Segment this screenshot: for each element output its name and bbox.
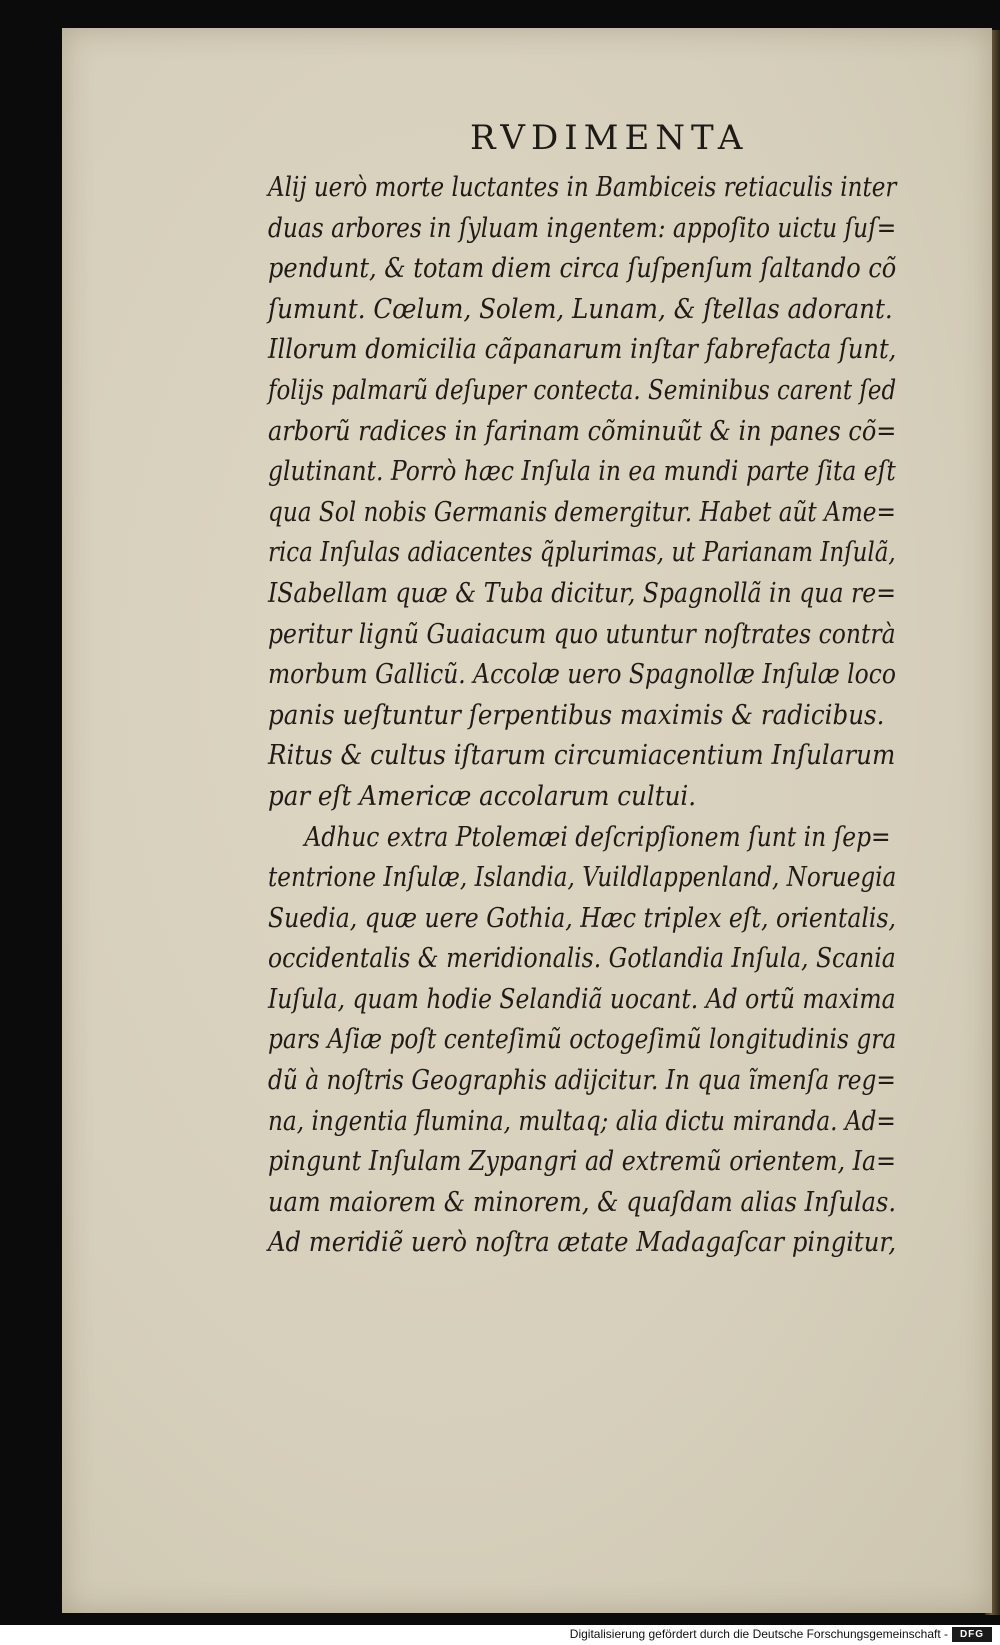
text-line: par eſt Americæ accolarum cultui. (268, 780, 697, 812)
footer-bar (0, 1625, 1000, 1645)
text-line: ſumunt. Cœlum, Solem, Lunam, & ſtellas adorant. (268, 293, 893, 325)
text-line: Alij uerò morte luctantes in Bambiceis retiaculis inter (268, 172, 897, 203)
text-line: Ritus & cultus iſtarum circumiacentium Inſularum (268, 740, 896, 772)
text-line: tentrione Inſulæ, Islandia, Vuildlappenland, Noruegia (268, 862, 897, 894)
text-line: Illorum domicilia cãpanarum inſtar fabrefacta ſunt, (268, 334, 897, 366)
text-line: rica Inſulas adiacentes q̃plurimas, ut Parianam Inſulã, (268, 537, 896, 569)
text-line: pars Aſiæ poſt centeſimũ octogeſimũ longitudinis gra (268, 1024, 897, 1056)
text-line: peritur lignũ Guaiacum quo utuntur noſtrates contrà (268, 618, 896, 650)
text-line: arborũ radices in farinam cõminuũt & in panes cõ= (268, 415, 897, 447)
running-head: RVDIMENTA (470, 118, 749, 158)
footer-credit: Digitalisierung gefördert durch die Deutsche Forschungsgemeinschaft - (569, 1627, 948, 1641)
text-line: Iuſula, quam hodie Selandiã uocant. Ad ortũ maxima (268, 983, 896, 1015)
text-line: ISabellam quæ & Tuba dicitur, Spagnollã in qua re= (268, 577, 896, 609)
text-line: pendunt, & totam diem circa ſuſpenſum ſaltando cõ (268, 253, 897, 285)
text-line: na, ingentia flumina, multaq; alia dictu miranda. Ad= (268, 1105, 896, 1137)
text-line: qua Sol nobis Germanis demergitur. Habet aũt Ame= (268, 496, 896, 528)
dfg-logo: DFG (952, 1627, 992, 1642)
text-line: uam maiorem & minorem, & quaſdam alias Inſulas. (268, 1186, 896, 1218)
text-line: occidentalis & meridionalis. Gotlandia Inſula, Scania (268, 943, 896, 975)
text-line: dũ à noſtris Geographis adijcitur. In qua ĩmenſa reg= (268, 1065, 896, 1097)
text-line: pingunt Inſulam Zypangri ad extremũ orientem, Ia= (268, 1146, 896, 1178)
text-line: folijs palmarũ deſuper contecta. Seminibus carent ſed (268, 374, 897, 406)
text-line: duas arbores in ſyluam ingentem: appoſito uictu ſuſ= (268, 212, 897, 244)
body-text (268, 168, 958, 1264)
text-line: glutinant. Porrò hæc Inſula in ea mundi parte ſita eſt (268, 456, 896, 488)
text-line: morbum Gallicũ. Accolæ uero Spagnollæ Inſulæ loco (268, 659, 896, 691)
text-line: Suedia, quæ uere Gothia, Hæc triplex eſt, orientalis, (268, 902, 897, 934)
text-line: panis ueſtuntur ſerpentibus maximis & radicibus. (268, 699, 885, 731)
text-line: Adhuc extra Ptolemæi deſcripſionem ſunt in ſep= (304, 821, 891, 853)
text-line: Ad meridiẽ uerò noſtra ætate Madagaſcar pingitur, (268, 1227, 897, 1259)
